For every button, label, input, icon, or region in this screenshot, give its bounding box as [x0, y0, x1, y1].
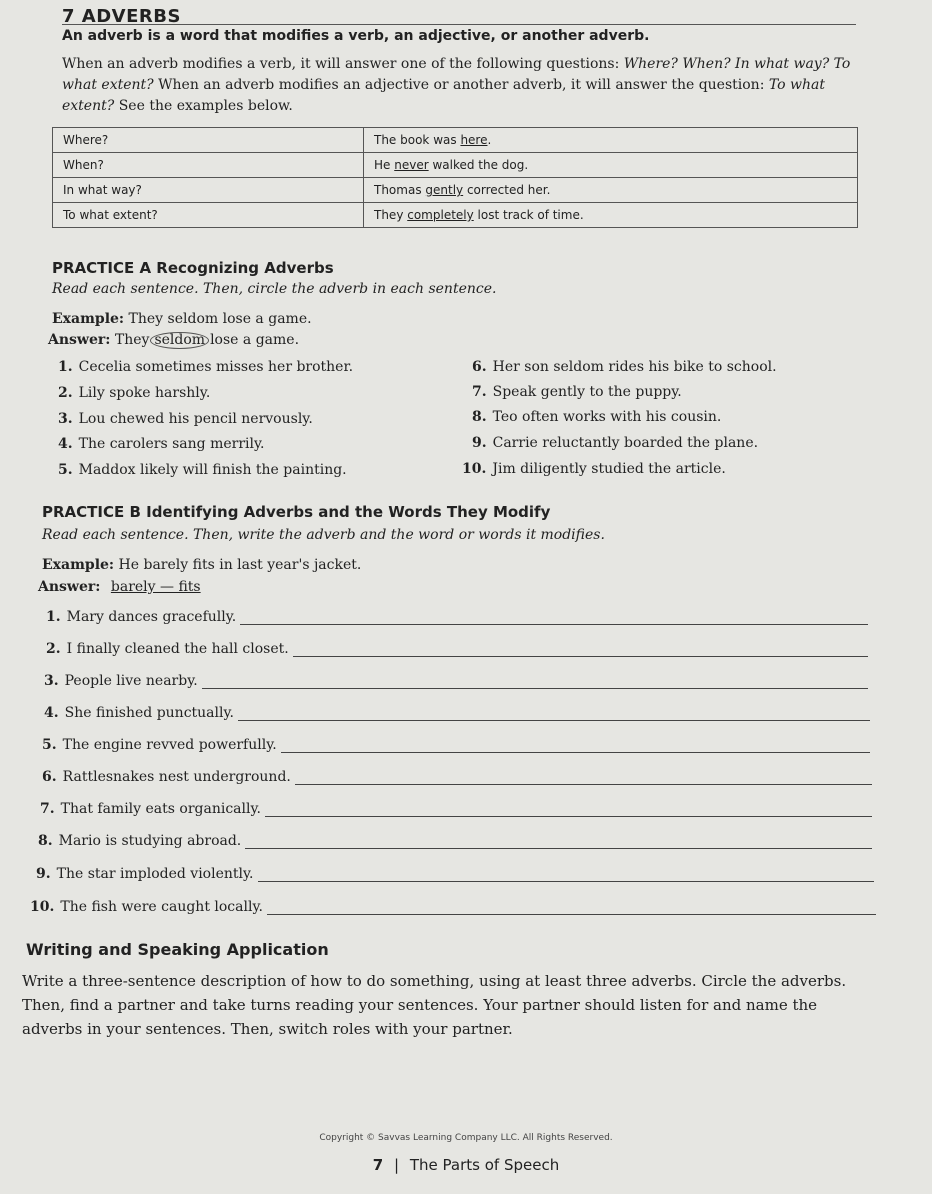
footer-title: The Parts of Speech: [409, 1156, 560, 1174]
copyright: Copyright © Savvas Learning Company LLC. All Rights Reserved.: [319, 1133, 613, 1143]
practice-b-answer: Answer: barely — fits: [38, 579, 201, 595]
table-example: The book was here.: [364, 128, 858, 153]
examples-table: [52, 127, 858, 228]
practice-b-example: Example: He barely fits in last year's jacket.: [42, 557, 362, 573]
intro-text-3: See the examples below.: [118, 98, 293, 114]
practice-a-example: Example: They seldom lose a game.: [52, 311, 312, 327]
answer-line[interactable]: [281, 738, 870, 753]
intro-paragraph: [62, 54, 852, 117]
footer-separator: |: [394, 1156, 400, 1174]
practice-a-item: 9. Carrie reluctantly boarded the plane.: [472, 435, 759, 451]
table-question: To what extent?: [53, 203, 364, 228]
page-title: 7 ADVERBS: [62, 6, 181, 27]
circled-adverb: seldom: [150, 332, 209, 349]
answer-line[interactable]: [293, 642, 868, 657]
table-row: [53, 203, 858, 228]
table-example: They completely lost track of time.: [364, 203, 858, 228]
table-row: [53, 153, 858, 178]
table-example: Thomas gently corrected her.: [364, 178, 858, 203]
table-row: [53, 178, 858, 203]
page-number: 7: [372, 1156, 384, 1174]
practice-a-item: 6. Her son seldom rides his bike to school.: [472, 359, 777, 375]
answer-line[interactable]: [267, 900, 876, 915]
table-question: In what way?: [53, 178, 364, 203]
practice-a-item: 3. Lou chewed his pencil nervously.: [58, 411, 313, 427]
practice-a-item: 7. Speak gently to the puppy.: [472, 384, 682, 400]
writing-instructions: Write a three-sentence description of how to do something, using at least three adverbs. Circle the adverbs. Then, find a partner and take turns reading your sentences. Your partner should listen for and name the adverbs in your sentences. Then, switch roles with your partner.: [22, 972, 847, 1038]
table-example: He never walked the dog.: [364, 153, 858, 178]
practice-b-item: 10. The fish were caught locally.: [30, 899, 876, 915]
answer-line[interactable]: [240, 610, 868, 625]
intro-questions-2: To what extent?: [62, 77, 825, 114]
answer-line[interactable]: [265, 802, 872, 817]
practice-b-item: 6. Rattlesnakes nest underground.: [42, 769, 872, 785]
answer-line[interactable]: [245, 834, 872, 849]
practice-b-item: 9. The star imploded violently.: [36, 866, 874, 882]
practice-a-instruction: Read each sentence. Then, circle the adverb in each sentence.: [52, 281, 497, 297]
practice-b-item: 8. Mario is studying abroad.: [38, 833, 872, 849]
practice-b-item: 5. The engine revved powerfully.: [42, 737, 870, 753]
practice-a-item: 4. The carolers sang merrily.: [58, 436, 265, 452]
practice-b-item: 7. That family eats organically.: [40, 801, 872, 817]
table-question: Where?: [53, 128, 364, 153]
intro-questions-1: Where? When? In what way? To what extent?: [62, 56, 851, 93]
writing-heading: Writing and Speaking Application: [26, 940, 329, 959]
practice-a-item: 1. Cecelia sometimes misses her brother.: [58, 359, 354, 375]
practice-b-instruction: Read each sentence. Then, write the adverb and the word or words it modifies.: [42, 527, 605, 543]
answer-line[interactable]: [202, 674, 868, 689]
answer-line[interactable]: [258, 867, 875, 882]
practice-a-item: 10. Jim diligently studied the article.: [462, 461, 726, 477]
page-footer: [0, 1156, 932, 1174]
practice-a-item: 2. Lily spoke harshly.: [58, 385, 211, 401]
title-rule: [62, 6, 856, 25]
practice-a-heading: PRACTICE A Recognizing Adverbs: [52, 259, 334, 277]
practice-a-item: 5. Maddox likely will finish the painting.: [58, 462, 347, 478]
practice-b-item: 1. Mary dances gracefully.: [46, 609, 868, 625]
adverb-definition: An adverb is a word that modifies a verb, an adjective, or another adverb.: [62, 28, 650, 44]
practice-b-heading: PRACTICE B Identifying Adverbs and the Words They Modify: [42, 503, 551, 521]
answer-line[interactable]: [238, 706, 870, 721]
practice-b-item: 4. She finished punctually.: [44, 705, 870, 721]
practice-b-item: 2. I finally cleaned the hall closet.: [46, 641, 868, 657]
table-question: When?: [53, 153, 364, 178]
table-row: [53, 128, 858, 153]
practice-b-item: 3. People live nearby.: [44, 673, 868, 689]
intro-text-2: When an adverb modifies an adjective or another adverb, it will answer the question:: [158, 77, 765, 93]
practice-a-item: 8. Teo often works with his cousin.: [472, 409, 722, 425]
answer-line[interactable]: [295, 770, 872, 785]
practice-a-answer: Answer: They seldom lose a game.: [48, 332, 300, 348]
intro-text-1: When an adverb modifies a verb, it will answer one of the following questions:: [62, 56, 620, 72]
